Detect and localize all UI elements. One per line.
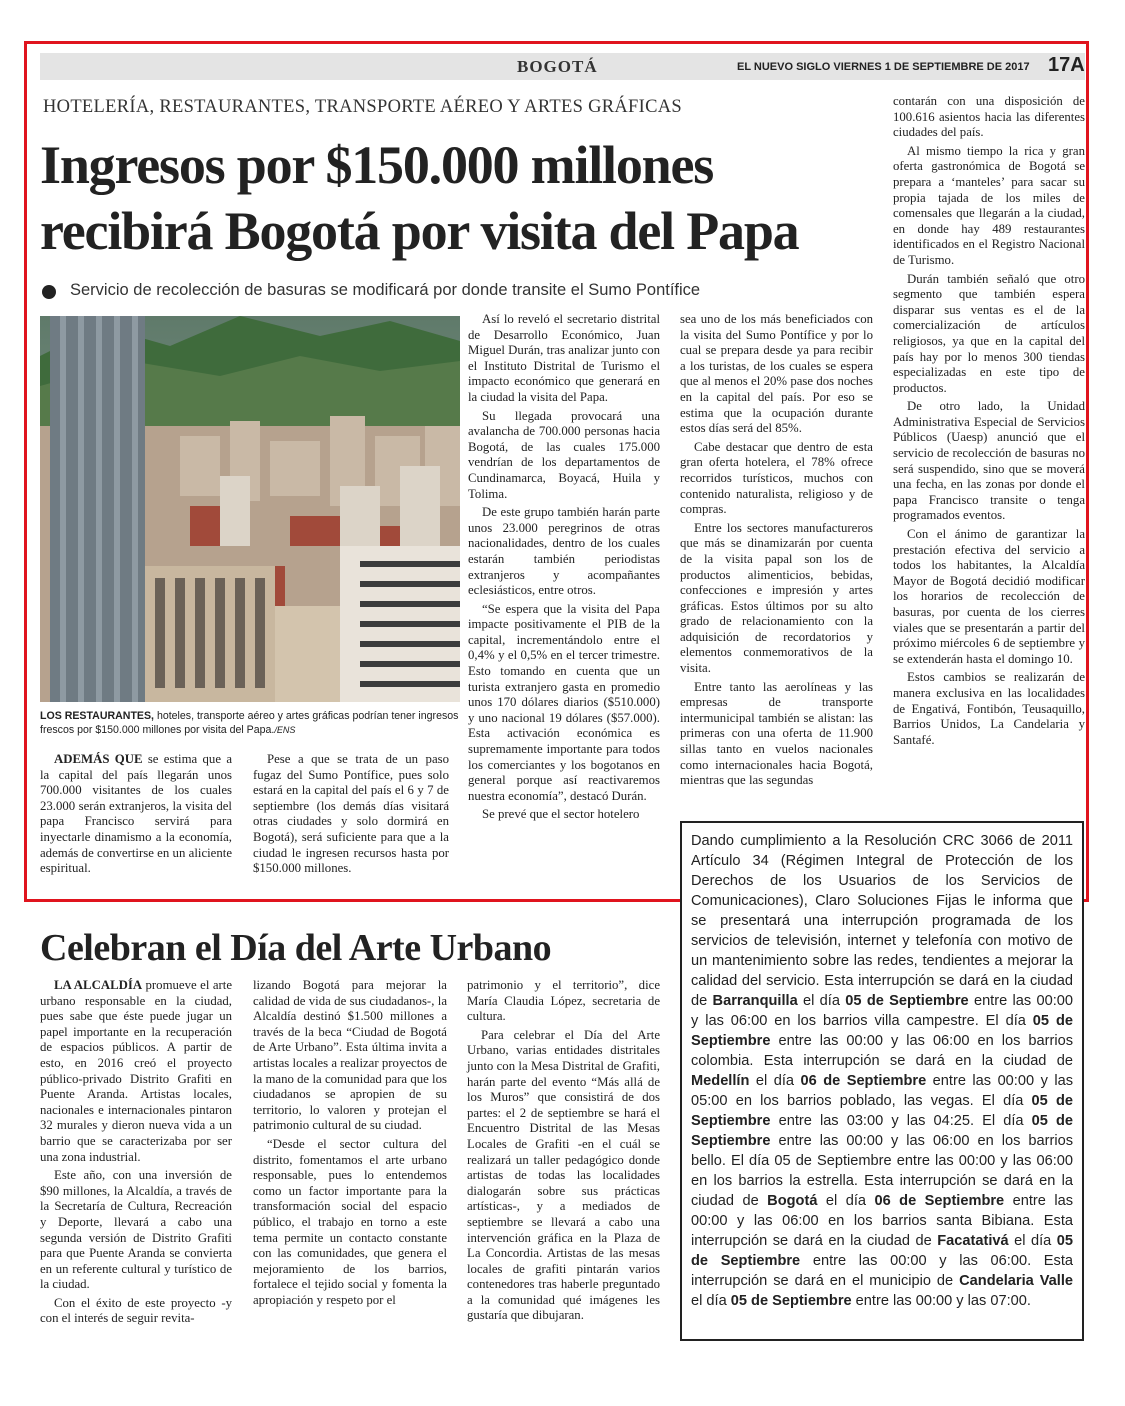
paragraph: lizando Bogotá para mejorar la calidad de vida de sus ciudadanos-, la Alcaldía destinó $1.500 millones a través de la beca “Ciudad de Bogotá de Arte Urbano”. Esta última invita a artistas locales a realizar proyectos de la mano de la comunidad para que los ciudadanos se apropien de su territorio, lo valoren y protejan el patrimonio cultural de su ciudad. (253, 978, 447, 1133)
paragraph: Así lo reveló el secretario distrital de Desarrollo Económico, Juan Miguel Durán, tras analizar junto con el Instituto Distrital de Turismo el impacto económico que generará en la ciudad la visita del Papa. (468, 312, 660, 404)
caption-text: hoteles, transporte aéreo y artes gráficas podrían tener ingresos frescos por $150.000 millones por visita del Papa. (40, 710, 459, 736)
notice-emphasis: 05 de Septiembre (691, 1093, 1073, 1129)
notice-emphasis: 06 de Septiembre (874, 1193, 1005, 1209)
notice-text: el día (797, 993, 846, 1009)
paragraph: Este año, con una inversión de $90 millones, la Alcaldía, a través de la Secretaría de Cultura, Recreación y Deporte, llevará a cabo una segunda versión de Distrito Grafiti para que Puente Aranda se convierta en un referente cultural y turístico de la ciudad. (40, 1168, 232, 1292)
paragraph: Durán también señaló que otro segmento que también espera disparar sus ventas es el de la comercialización de artículos religiosos, ya que en la capital del país hay por lo menos 300 tiendas especializadas en este tipo de productos. (893, 271, 1085, 395)
notice-text: el día (691, 1293, 731, 1309)
paragraph: De este grupo también harán parte unos 23.000 peregrinos de otras nacionalidades, dentro de los cuales estarán también periodistas extranjeros y acompañantes eclesiásticos, entre otros. (468, 505, 660, 598)
caption-lead: LOS RESTAURANTES, (40, 710, 154, 722)
lead-in: ADEMÁS QUE (54, 752, 143, 766)
notice-text: el día (1008, 1233, 1057, 1249)
notice-emphasis: 05 de Septiembre (691, 1113, 1073, 1149)
section-name: BOGOTÁ (517, 57, 598, 76)
lead-in: LA ALCALDÍA (54, 978, 143, 992)
notice-emphasis: 05 de Septiembre (691, 1013, 1073, 1049)
paragraph: Se prevé que el sector hotelero (482, 807, 640, 822)
page-number: 17A (1048, 54, 1085, 76)
paragraph: Pese a que se trata de un paso fugaz del Sumo Pontífice, pues solo estará en la capital del país el 6 y 7 de septiembre (los demás días visitará otras ciudades y solo dormirá en Bogotá), será suficiente para que a la ciudad le ingresen recursos hasta por $150.000 millones. (253, 752, 449, 876)
notice-text: entre las 00:00 y las 06:00 en los barrios villa campestre. El día (691, 993, 1073, 1029)
notice-text: el día (817, 1193, 875, 1209)
paragraph: Entre los sectores manufactureros que más se dinamizarán por cuenta de la visita papal son los de productos alimenticios, bebidas, confecciones e impresión y artes gráficas. Estos últimos por su alto grado de relacionamiento con la adquisición de recordatorios y elementos conmemorativos de la visita. (680, 520, 873, 676)
notice-emphasis: Bogotá (767, 1193, 818, 1209)
notice-emphasis: Candelaria Valle (959, 1273, 1074, 1289)
paragraph: se estima que a la capital del país llegarán unos 700.000 visitantes de los cuales 23.000 serán extranjeros, la visita del papa Francisco servirá para inyectarle dinamismo a la economía, además de convertirse en un aliciente espiritual. (40, 752, 232, 876)
notice-emphasis: 06 de Septiembre (800, 1073, 927, 1089)
paragraph: Estos cambios se realizarán de manera exclusiva en las localidades de Engativá, Fontibón, Teusaquillo, Barrios Unidos, La Candelaria y Santafé. (893, 670, 1085, 747)
paragraph: Con el éxito de este proyecto -y con el interés de seguir revita- (40, 1295, 232, 1326)
notice-text: entre las 00:00 y las 06:00. Esta interrupción se dará en el municipio de (691, 1253, 1073, 1289)
story-subhead: Servicio de recolección de basuras se modificará por donde transite el Sumo Pontífice (70, 281, 701, 299)
paragraph: patrimonio y el territorio”, dice María Claudia López, secretaria de cultura. (467, 978, 660, 1024)
story2-column-1 (40, 978, 232, 1330)
paragraph: “Desde el sector cultura del distrito, fomentamos el arte urbano responsable, pues lo entendemos como un factor importante para la transformación social del espacio público, el trabajo en torno a este tema permite un contacto constante con las comunidades, que genera el mejoramiento de los barrios, fortalece el tejido social y fomenta la apropiación y respeto por el (253, 1136, 447, 1307)
notice-emphasis: Medellín (691, 1073, 750, 1089)
story-kicker: HOTELERÍA, RESTAURANTES, TRANSPORTE AÉREO Y ARTES GRÁFICAS (43, 97, 682, 117)
notice-text: entre las 00:00 y las 06:00 en los barrios santa Bibiana. Esta interrupción se dará en la ciudad de (691, 1193, 1074, 1249)
paragraph: promueve el arte urbano responsable en la ciudad, pues sabe que éste puede jugar un papel importante en la recuperación de espacios públicos. A partir de esto, en 2016 creó el proyecto público-privado Distrito Grafiti en Puente Aranda. Artistas locales, nacionales e internacionales pintaron 32 murales y dieron nueva vida a un barrio que se caracterizaba por ser una zona industrial. (40, 978, 232, 1164)
paragraph: Al mismo tiempo la rica y gran oferta gastronómica de Bogotá se prepara a ‘manteles’ para sacar su propia tajada de los miles de comensales que llegarán a la ciudad, en donde hay 489 restaurantes identificados en el Registro Nacional de Turismo. (893, 143, 1085, 267)
paragraph: Su llegada provocará una avalancha de 700.000 personas hacia Bogotá, de las cuales 175.000 vendrían de los departamentos de Cundinamarca, Boyacá, Huila y Tolima. (468, 408, 660, 501)
paragraph: sea uno de los más beneficiados con la visita del Sumo Pontífice y por lo cual se prepara desde ya para recibir a los turistas, de los cuales se espera que al menos el 20% pase dos noches en la capital del país. Por eso se estima que la ocupación durante estos días será del 85%. (680, 312, 873, 436)
story-headline: Ingresos por $150.000 millones recibirá Bogotá por visita del Papa (40, 135, 799, 261)
notice-emphasis: Barranquilla (712, 993, 798, 1009)
highlight-frame (24, 41, 1089, 902)
service-notice-box (680, 821, 1084, 1341)
notice-text: el día (749, 1073, 801, 1089)
caption-credit: /ENS (274, 725, 296, 735)
paragraph: contarán con una disposición de 100.616 asientos hacia las diferentes ciudades del país. (893, 94, 1085, 140)
paragraph: Para celebrar el Día del Arte Urbano, varias entidades distritales junto con la Mesa Distrital de Grafiti, harán parte del evento “Más allá de los Muros” que consistirá de dos partes: el 2 de septiembre se hará el Encuentro Distrital de las Mesas Locales de Grafiti -en el cuál se realizará un taller pedagógico donde artistas de todas las localidades dialogarán sobre sus prácticas artísticas-, y a mediados de septiembre se llevará a cabo una intervención gráfica en la Plaza de La Concordia. Artistas de las mesas locales de grafiti pintarán varios contenedores tras haberle preguntado a la comunidad qué imágenes les gustaría que dibujaran. (467, 1027, 660, 1323)
notice-emphasis: 05 de Septiembre (845, 993, 969, 1009)
paragraph: Con el ánimo de garantizar la prestación efectiva del servicio a todos los habitantes, la Alcaldía Mayor de Bogotá decidió modificar los horarios de recolección de basuras, por cuenta de los cierres viales que se presentarán a partir del próximo miércoles 6 de septiembre y se extenderán hasta el domingo 10. (893, 527, 1085, 666)
paragraph: Entre tanto las aerolíneas y las empresas de transporte intermunicipal también se alistan: las primeras con una oferta de 11.900 sillas tanto en vuelos nacionales como internacionales hacia Bogotá, mientras que las segundas (680, 679, 873, 788)
notice-text: entre las 00:00 y las 06:00 en los barrios bello. El día 05 de Septiembre entre las 00:00 y las 06:00 en los barrios la estrella. Esta interrupción se dará en la ciudad de (691, 1133, 1073, 1209)
paragraph: Cabe destacar que dentro de esta gran oferta hotelera, el 78% ofrece recorridos turísticos, muchos con contenido naturalista, religioso y de compras. (680, 439, 873, 517)
notice-text: entre las 00:00 y las 07:00. (851, 1293, 1031, 1309)
notice-text: entre las 03:00 y las 04:25. El día (770, 1113, 1032, 1129)
paragraph: “Se espera que la visita del Papa impacte positivamente el PIB de la capital, incrementándolo entre el 0,4% y el 0,5% en el tercer trimestre. Esto tomando en cuenta que un turista extranjero gasta en promedio unos 170 dólares diarios ($510.000) y uno nacional 19 dólares ($57.000). Esta activación económica es supremamente importante para todos los comerciantes y los bogotanos en general porque así reactivaremos nuestra economía”, destacó Durán. (468, 601, 660, 803)
notice-emphasis: 05 de Septiembre (730, 1293, 852, 1309)
notice-emphasis: 05 de Septiembre (691, 1233, 1073, 1269)
paper-dateline: EL NUEVO SIGLO VIERNES 1 DE SEPTIEMBRE DE 2017 (737, 61, 1030, 73)
story2-column-2 (253, 978, 447, 1311)
notice-emphasis: Facatativá (937, 1233, 1009, 1249)
paragraph: De otro lado, la Unidad Administrativa Especial de Servicios Públicos (Uaesp) anunció que el servicio de recolección de basuras no será suspendido, sino que se moverá una fecha, en las zonas por donde el papa Francisco transite o tenga programados eventos. (893, 399, 1085, 523)
story2-column-3 (467, 978, 660, 1327)
notice-text: entre las 00:00 y las 06:00 en los barrios colombia. Esta interrupción se dará en la ciudad de (691, 1033, 1073, 1069)
notice-text: entre las 00:00 y las 05:00 en los barrios poblado, las vegas. El día (691, 1073, 1074, 1109)
story2-headline: Celebran el Día del Arte Urbano (40, 927, 552, 969)
notice-text: Dando cumplimiento a la Resolución CRC 3066 de 2011 Artículo 34 (Régimen Integral de Protección de los Derechos de los Usuarios de los Servicios de Comunicaciones), Claro Soluciones Fijas le informa que se presentará una interrupción programada de los servicios de televisión, internet y telefonía con motivo de un mantenimiento sobre las redes, tendientes a mejorar la calidad del servicio. Esta interrupción se dará en la ciudad de (691, 833, 1073, 1009)
